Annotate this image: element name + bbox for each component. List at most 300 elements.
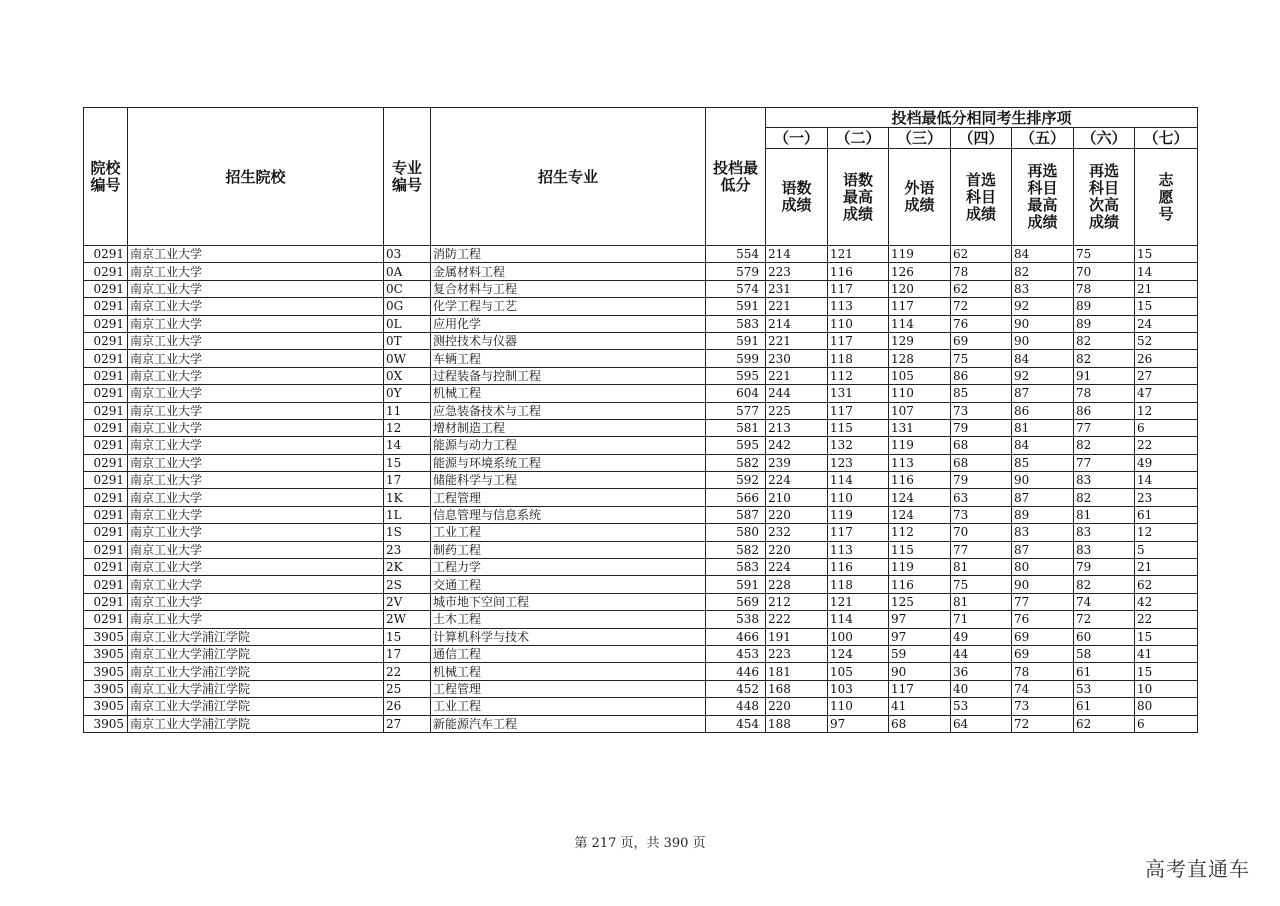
cell-tiebreak-7: 24 bbox=[1135, 315, 1198, 332]
table-row bbox=[84, 402, 1198, 419]
cell-tiebreak-4: 78 bbox=[951, 263, 1012, 280]
cell-tiebreak-5: 69 bbox=[1012, 628, 1074, 645]
cell-tiebreak-2: 124 bbox=[828, 645, 889, 662]
cell-school-code: 0291 bbox=[84, 402, 128, 419]
cell-tiebreak-7: 6 bbox=[1135, 419, 1198, 436]
cell-tiebreak-6: 91 bbox=[1074, 367, 1135, 384]
cell-tiebreak-6: 81 bbox=[1074, 506, 1135, 523]
cell-min-score: 583 bbox=[706, 315, 766, 332]
cell-tiebreak-4: 64 bbox=[951, 715, 1012, 732]
cell-tiebreak-6: 62 bbox=[1074, 715, 1135, 732]
cell-min-score: 591 bbox=[706, 332, 766, 349]
cell-major-name: 交通工程 bbox=[431, 576, 706, 593]
cell-tiebreak-7: 12 bbox=[1135, 402, 1198, 419]
header-min-score: 投档最低分 bbox=[706, 108, 766, 246]
cell-tiebreak-2: 117 bbox=[828, 332, 889, 349]
cell-major-code: 22 bbox=[384, 663, 431, 680]
cell-major-name: 增材制造工程 bbox=[431, 419, 706, 436]
cell-major-code: 0Y bbox=[384, 385, 431, 402]
cell-tiebreak-4: 40 bbox=[951, 680, 1012, 697]
table-row bbox=[84, 559, 1198, 576]
cell-tiebreak-4: 76 bbox=[951, 315, 1012, 332]
cell-tiebreak-1: 188 bbox=[766, 715, 828, 732]
cell-tiebreak-2: 110 bbox=[828, 315, 889, 332]
cell-major-code: 2V bbox=[384, 593, 431, 610]
table-row bbox=[84, 332, 1198, 349]
cell-tiebreak-7: 15 bbox=[1135, 663, 1198, 680]
cell-tiebreak-5: 84 bbox=[1012, 246, 1074, 263]
cell-min-score: 591 bbox=[706, 576, 766, 593]
cell-tiebreak-7: 42 bbox=[1135, 593, 1198, 610]
cell-tiebreak-2: 113 bbox=[828, 541, 889, 558]
cell-school-code: 0291 bbox=[84, 541, 128, 558]
cell-major-name: 机械工程 bbox=[431, 385, 706, 402]
cell-tiebreak-2: 114 bbox=[828, 472, 889, 489]
cell-tiebreak-7: 41 bbox=[1135, 645, 1198, 662]
cell-tiebreak-1: 223 bbox=[766, 645, 828, 662]
watermark-logo-text: 高考直通车 bbox=[1145, 857, 1250, 881]
cell-major-code: 2S bbox=[384, 576, 431, 593]
cell-min-score: 591 bbox=[706, 298, 766, 315]
cell-major-code: 25 bbox=[384, 680, 431, 697]
cell-tiebreak-7: 12 bbox=[1135, 524, 1198, 541]
cell-tiebreak-4: 81 bbox=[951, 559, 1012, 576]
tiebreak-label-7: 志愿号 bbox=[1135, 149, 1198, 246]
cell-tiebreak-5: 87 bbox=[1012, 385, 1074, 402]
cell-major-name: 土木工程 bbox=[431, 611, 706, 628]
cell-tiebreak-5: 82 bbox=[1012, 263, 1074, 280]
cell-min-score: 580 bbox=[706, 524, 766, 541]
cell-tiebreak-5: 92 bbox=[1012, 298, 1074, 315]
cell-tiebreak-2: 118 bbox=[828, 576, 889, 593]
cell-school-code: 0291 bbox=[84, 472, 128, 489]
cell-tiebreak-5: 77 bbox=[1012, 593, 1074, 610]
cell-tiebreak-5: 76 bbox=[1012, 611, 1074, 628]
cell-major-code: 2W bbox=[384, 611, 431, 628]
cell-tiebreak-6: 83 bbox=[1074, 524, 1135, 541]
cell-major-name: 工程管理 bbox=[431, 489, 706, 506]
cell-tiebreak-6: 82 bbox=[1074, 332, 1135, 349]
cell-school-name: 南京工业大学 bbox=[128, 472, 384, 489]
cell-tiebreak-5: 78 bbox=[1012, 663, 1074, 680]
cell-tiebreak-7: 52 bbox=[1135, 332, 1198, 349]
table-row bbox=[84, 506, 1198, 523]
cell-min-score: 599 bbox=[706, 350, 766, 367]
cell-min-score: 579 bbox=[706, 263, 766, 280]
cell-tiebreak-2: 117 bbox=[828, 402, 889, 419]
cell-tiebreak-7: 15 bbox=[1135, 628, 1198, 645]
cell-tiebreak-7: 21 bbox=[1135, 559, 1198, 576]
cell-tiebreak-6: 82 bbox=[1074, 489, 1135, 506]
cell-tiebreak-2: 105 bbox=[828, 663, 889, 680]
cell-min-score: 466 bbox=[706, 628, 766, 645]
cell-tiebreak-4: 68 bbox=[951, 437, 1012, 454]
cell-tiebreak-4: 70 bbox=[951, 524, 1012, 541]
cell-major-code: 0C bbox=[384, 280, 431, 297]
cell-tiebreak-3: 41 bbox=[889, 698, 951, 715]
cell-tiebreak-3: 113 bbox=[889, 454, 951, 471]
cell-tiebreak-2: 121 bbox=[828, 246, 889, 263]
cell-tiebreak-7: 61 bbox=[1135, 506, 1198, 523]
cell-tiebreak-4: 72 bbox=[951, 298, 1012, 315]
cell-major-name: 测控技术与仪器 bbox=[431, 332, 706, 349]
cell-school-code: 0291 bbox=[84, 437, 128, 454]
table-row bbox=[84, 315, 1198, 332]
cell-tiebreak-7: 26 bbox=[1135, 350, 1198, 367]
cell-tiebreak-1: 224 bbox=[766, 559, 828, 576]
table-row bbox=[84, 628, 1198, 645]
cell-tiebreak-1: 232 bbox=[766, 524, 828, 541]
table-row bbox=[84, 541, 1198, 558]
cell-tiebreak-1: 225 bbox=[766, 402, 828, 419]
cell-tiebreak-1: 242 bbox=[766, 437, 828, 454]
cell-tiebreak-3: 116 bbox=[889, 472, 951, 489]
cell-major-code: 12 bbox=[384, 419, 431, 436]
cell-school-name: 南京工业大学 bbox=[128, 524, 384, 541]
cell-tiebreak-3: 124 bbox=[889, 506, 951, 523]
table-row bbox=[84, 680, 1198, 697]
cell-tiebreak-6: 83 bbox=[1074, 541, 1135, 558]
cell-tiebreak-3: 124 bbox=[889, 489, 951, 506]
cell-tiebreak-3: 97 bbox=[889, 628, 951, 645]
cell-major-code: 2K bbox=[384, 559, 431, 576]
cell-min-score: 569 bbox=[706, 593, 766, 610]
cell-tiebreak-4: 86 bbox=[951, 367, 1012, 384]
cell-tiebreak-3: 125 bbox=[889, 593, 951, 610]
cell-school-name: 南京工业大学 bbox=[128, 402, 384, 419]
cell-major-name: 应急装备技术与工程 bbox=[431, 402, 706, 419]
cell-min-score: 566 bbox=[706, 489, 766, 506]
table-row bbox=[84, 489, 1198, 506]
cell-tiebreak-3: 131 bbox=[889, 419, 951, 436]
cell-tiebreak-5: 92 bbox=[1012, 367, 1074, 384]
cell-min-score: 574 bbox=[706, 280, 766, 297]
cell-tiebreak-5: 69 bbox=[1012, 645, 1074, 662]
cell-tiebreak-3: 128 bbox=[889, 350, 951, 367]
cell-major-name: 机械工程 bbox=[431, 663, 706, 680]
cell-tiebreak-4: 85 bbox=[951, 385, 1012, 402]
cell-tiebreak-7: 80 bbox=[1135, 698, 1198, 715]
cell-tiebreak-4: 79 bbox=[951, 419, 1012, 436]
table-row bbox=[84, 593, 1198, 610]
cell-school-code: 0291 bbox=[84, 367, 128, 384]
cell-tiebreak-2: 116 bbox=[828, 263, 889, 280]
cell-tiebreak-2: 123 bbox=[828, 454, 889, 471]
admission-score-table bbox=[83, 107, 1198, 733]
cell-tiebreak-4: 68 bbox=[951, 454, 1012, 471]
cell-major-code: 0X bbox=[384, 367, 431, 384]
cell-tiebreak-6: 82 bbox=[1074, 350, 1135, 367]
cell-school-code: 0291 bbox=[84, 454, 128, 471]
cell-tiebreak-4: 49 bbox=[951, 628, 1012, 645]
cell-major-code: 0L bbox=[384, 315, 431, 332]
cell-major-name: 过程装备与控制工程 bbox=[431, 367, 706, 384]
cell-major-code: 11 bbox=[384, 402, 431, 419]
cell-tiebreak-7: 10 bbox=[1135, 680, 1198, 697]
cell-school-code: 0291 bbox=[84, 419, 128, 436]
cell-school-name: 南京工业大学 bbox=[128, 541, 384, 558]
cell-tiebreak-1: 191 bbox=[766, 628, 828, 645]
cell-major-name: 储能科学与工程 bbox=[431, 472, 706, 489]
cell-school-name: 南京工业大学 bbox=[128, 280, 384, 297]
tiebreak-label-5: 再选科目最高成绩 bbox=[1012, 149, 1074, 246]
cell-tiebreak-1: 220 bbox=[766, 541, 828, 558]
cell-tiebreak-6: 70 bbox=[1074, 263, 1135, 280]
cell-major-code: 0T bbox=[384, 332, 431, 349]
cell-tiebreak-1: 214 bbox=[766, 246, 828, 263]
cell-tiebreak-6: 60 bbox=[1074, 628, 1135, 645]
cell-school-code: 3905 bbox=[84, 663, 128, 680]
cell-school-code: 0291 bbox=[84, 559, 128, 576]
cell-min-score: 582 bbox=[706, 454, 766, 471]
table-row bbox=[84, 350, 1198, 367]
cell-major-code: 1K bbox=[384, 489, 431, 506]
header-school-code: 院校编号 bbox=[84, 108, 128, 246]
cell-tiebreak-1: 221 bbox=[766, 298, 828, 315]
header-major-name: 招生专业 bbox=[431, 108, 706, 246]
header-major-code: 专业编号 bbox=[384, 108, 431, 246]
cell-major-name: 车辆工程 bbox=[431, 350, 706, 367]
cell-school-code: 3905 bbox=[84, 680, 128, 697]
cell-school-name: 南京工业大学 bbox=[128, 315, 384, 332]
cell-tiebreak-1: 213 bbox=[766, 419, 828, 436]
tiebreak-number-4: （四） bbox=[951, 128, 1012, 149]
cell-tiebreak-1: 168 bbox=[766, 680, 828, 697]
table-row bbox=[84, 645, 1198, 662]
cell-school-name: 南京工业大学 bbox=[128, 246, 384, 263]
cell-tiebreak-3: 120 bbox=[889, 280, 951, 297]
table-row bbox=[84, 419, 1198, 436]
cell-tiebreak-6: 83 bbox=[1074, 472, 1135, 489]
cell-tiebreak-4: 53 bbox=[951, 698, 1012, 715]
cell-tiebreak-6: 89 bbox=[1074, 298, 1135, 315]
tiebreak-number-7: （七） bbox=[1135, 128, 1198, 149]
cell-school-code: 0291 bbox=[84, 280, 128, 297]
cell-major-name: 制药工程 bbox=[431, 541, 706, 558]
table-row bbox=[84, 454, 1198, 471]
tiebreak-number-3: （三） bbox=[889, 128, 951, 149]
tiebreak-label-2: 语数最高成绩 bbox=[828, 149, 889, 246]
cell-tiebreak-3: 90 bbox=[889, 663, 951, 680]
cell-school-code: 0291 bbox=[84, 298, 128, 315]
cell-major-name: 化学工程与工艺 bbox=[431, 298, 706, 315]
cell-min-score: 554 bbox=[706, 246, 766, 263]
cell-tiebreak-7: 5 bbox=[1135, 541, 1198, 558]
cell-major-name: 能源与动力工程 bbox=[431, 437, 706, 454]
cell-school-code: 3905 bbox=[84, 628, 128, 645]
cell-school-code: 0291 bbox=[84, 263, 128, 280]
cell-tiebreak-4: 63 bbox=[951, 489, 1012, 506]
cell-school-name: 南京工业大学浦江学院 bbox=[128, 628, 384, 645]
cell-tiebreak-3: 119 bbox=[889, 246, 951, 263]
cell-tiebreak-4: 69 bbox=[951, 332, 1012, 349]
cell-tiebreak-3: 115 bbox=[889, 541, 951, 558]
table-row bbox=[84, 524, 1198, 541]
cell-tiebreak-6: 82 bbox=[1074, 437, 1135, 454]
cell-tiebreak-3: 68 bbox=[889, 715, 951, 732]
cell-tiebreak-1: 222 bbox=[766, 611, 828, 628]
cell-tiebreak-5: 87 bbox=[1012, 541, 1074, 558]
cell-school-name: 南京工业大学 bbox=[128, 332, 384, 349]
cell-tiebreak-2: 119 bbox=[828, 506, 889, 523]
cell-tiebreak-7: 22 bbox=[1135, 437, 1198, 454]
cell-tiebreak-4: 81 bbox=[951, 593, 1012, 610]
cell-tiebreak-7: 27 bbox=[1135, 367, 1198, 384]
cell-major-code: 0W bbox=[384, 350, 431, 367]
cell-tiebreak-7: 23 bbox=[1135, 489, 1198, 506]
cell-school-code: 0291 bbox=[84, 593, 128, 610]
cell-tiebreak-7: 14 bbox=[1135, 263, 1198, 280]
cell-min-score: 583 bbox=[706, 559, 766, 576]
cell-tiebreak-5: 73 bbox=[1012, 698, 1074, 715]
cell-tiebreak-5: 86 bbox=[1012, 402, 1074, 419]
cell-tiebreak-2: 116 bbox=[828, 559, 889, 576]
cell-school-name: 南京工业大学 bbox=[128, 437, 384, 454]
cell-tiebreak-1: 220 bbox=[766, 506, 828, 523]
table-row bbox=[84, 472, 1198, 489]
cell-major-code: 14 bbox=[384, 437, 431, 454]
cell-min-score: 577 bbox=[706, 402, 766, 419]
cell-school-code: 0291 bbox=[84, 489, 128, 506]
cell-tiebreak-3: 110 bbox=[889, 385, 951, 402]
cell-tiebreak-5: 84 bbox=[1012, 437, 1074, 454]
cell-tiebreak-2: 132 bbox=[828, 437, 889, 454]
cell-tiebreak-1: 210 bbox=[766, 489, 828, 506]
cell-tiebreak-7: 14 bbox=[1135, 472, 1198, 489]
cell-major-code: 03 bbox=[384, 246, 431, 263]
cell-tiebreak-1: 224 bbox=[766, 472, 828, 489]
cell-school-code: 0291 bbox=[84, 332, 128, 349]
cell-tiebreak-3: 114 bbox=[889, 315, 951, 332]
cell-school-code: 3905 bbox=[84, 698, 128, 715]
cell-tiebreak-6: 86 bbox=[1074, 402, 1135, 419]
cell-tiebreak-6: 61 bbox=[1074, 698, 1135, 715]
cell-tiebreak-1: 244 bbox=[766, 385, 828, 402]
cell-school-code: 0291 bbox=[84, 576, 128, 593]
cell-major-code: 15 bbox=[384, 628, 431, 645]
cell-tiebreak-5: 90 bbox=[1012, 315, 1074, 332]
cell-tiebreak-5: 90 bbox=[1012, 576, 1074, 593]
cell-tiebreak-1: 221 bbox=[766, 367, 828, 384]
cell-tiebreak-5: 83 bbox=[1012, 280, 1074, 297]
cell-school-name: 南京工业大学 bbox=[128, 454, 384, 471]
cell-major-name: 工业工程 bbox=[431, 524, 706, 541]
page-number: 第 217 页，共 390 页 bbox=[574, 836, 706, 851]
table-row bbox=[84, 663, 1198, 680]
cell-tiebreak-6: 78 bbox=[1074, 280, 1135, 297]
cell-tiebreak-2: 117 bbox=[828, 280, 889, 297]
cell-major-code: 26 bbox=[384, 698, 431, 715]
cell-school-name: 南京工业大学 bbox=[128, 419, 384, 436]
cell-major-code: 17 bbox=[384, 472, 431, 489]
cell-major-name: 通信工程 bbox=[431, 645, 706, 662]
cell-min-score: 604 bbox=[706, 385, 766, 402]
cell-tiebreak-7: 15 bbox=[1135, 298, 1198, 315]
cell-tiebreak-3: 126 bbox=[889, 263, 951, 280]
cell-tiebreak-3: 105 bbox=[889, 367, 951, 384]
cell-school-name: 南京工业大学 bbox=[128, 576, 384, 593]
cell-school-name: 南京工业大学 bbox=[128, 489, 384, 506]
cell-major-code: 0G bbox=[384, 298, 431, 315]
cell-school-name: 南京工业大学 bbox=[128, 611, 384, 628]
tiebreak-number-5: （五） bbox=[1012, 128, 1074, 149]
cell-tiebreak-4: 62 bbox=[951, 246, 1012, 263]
cell-tiebreak-4: 75 bbox=[951, 576, 1012, 593]
cell-tiebreak-1: 231 bbox=[766, 280, 828, 297]
cell-tiebreak-2: 131 bbox=[828, 385, 889, 402]
cell-school-name: 南京工业大学浦江学院 bbox=[128, 663, 384, 680]
cell-major-code: 1S bbox=[384, 524, 431, 541]
cell-tiebreak-3: 117 bbox=[889, 680, 951, 697]
cell-min-score: 587 bbox=[706, 506, 766, 523]
cell-major-name: 计算机科学与技术 bbox=[431, 628, 706, 645]
cell-min-score: 595 bbox=[706, 367, 766, 384]
cell-tiebreak-4: 36 bbox=[951, 663, 1012, 680]
cell-min-score: 452 bbox=[706, 680, 766, 697]
cell-tiebreak-4: 77 bbox=[951, 541, 1012, 558]
cell-tiebreak-2: 121 bbox=[828, 593, 889, 610]
cell-tiebreak-5: 83 bbox=[1012, 524, 1074, 541]
cell-tiebreak-6: 72 bbox=[1074, 611, 1135, 628]
cell-tiebreak-6: 89 bbox=[1074, 315, 1135, 332]
cell-school-code: 0291 bbox=[84, 524, 128, 541]
cell-tiebreak-7: 49 bbox=[1135, 454, 1198, 471]
cell-tiebreak-5: 81 bbox=[1012, 419, 1074, 436]
cell-tiebreak-1: 223 bbox=[766, 263, 828, 280]
table-row bbox=[84, 698, 1198, 715]
cell-tiebreak-5: 90 bbox=[1012, 472, 1074, 489]
table-row bbox=[84, 437, 1198, 454]
cell-tiebreak-3: 116 bbox=[889, 576, 951, 593]
table-header bbox=[84, 108, 1198, 246]
cell-school-name: 南京工业大学 bbox=[128, 298, 384, 315]
cell-tiebreak-2: 112 bbox=[828, 367, 889, 384]
cell-tiebreak-1: 239 bbox=[766, 454, 828, 471]
table-row bbox=[84, 715, 1198, 732]
cell-tiebreak-3: 97 bbox=[889, 611, 951, 628]
table-row bbox=[84, 246, 1198, 263]
tiebreak-label-6: 再选科目次高成绩 bbox=[1074, 149, 1135, 246]
cell-tiebreak-6: 82 bbox=[1074, 576, 1135, 593]
cell-major-code: 15 bbox=[384, 454, 431, 471]
cell-major-name: 工业工程 bbox=[431, 698, 706, 715]
cell-tiebreak-2: 114 bbox=[828, 611, 889, 628]
cell-tiebreak-5: 80 bbox=[1012, 559, 1074, 576]
cell-school-code: 0291 bbox=[84, 506, 128, 523]
tiebreak-number-2: （二） bbox=[828, 128, 889, 149]
cell-tiebreak-6: 77 bbox=[1074, 419, 1135, 436]
cell-major-name: 金属材料工程 bbox=[431, 263, 706, 280]
table-row bbox=[84, 263, 1198, 280]
cell-tiebreak-3: 129 bbox=[889, 332, 951, 349]
cell-school-code: 3905 bbox=[84, 645, 128, 662]
cell-tiebreak-5: 74 bbox=[1012, 680, 1074, 697]
cell-tiebreak-4: 44 bbox=[951, 645, 1012, 662]
cell-min-score: 581 bbox=[706, 419, 766, 436]
tiebreak-number-6: （六） bbox=[1074, 128, 1135, 149]
cell-school-name: 南京工业大学 bbox=[128, 385, 384, 402]
cell-tiebreak-2: 97 bbox=[828, 715, 889, 732]
cell-tiebreak-6: 75 bbox=[1074, 246, 1135, 263]
cell-major-name: 消防工程 bbox=[431, 246, 706, 263]
cell-tiebreak-1: 214 bbox=[766, 315, 828, 332]
table-row bbox=[84, 280, 1198, 297]
cell-school-code: 3905 bbox=[84, 715, 128, 732]
cell-tiebreak-1: 221 bbox=[766, 332, 828, 349]
cell-tiebreak-5: 72 bbox=[1012, 715, 1074, 732]
cell-min-score: 453 bbox=[706, 645, 766, 662]
cell-major-name: 城市地下空间工程 bbox=[431, 593, 706, 610]
